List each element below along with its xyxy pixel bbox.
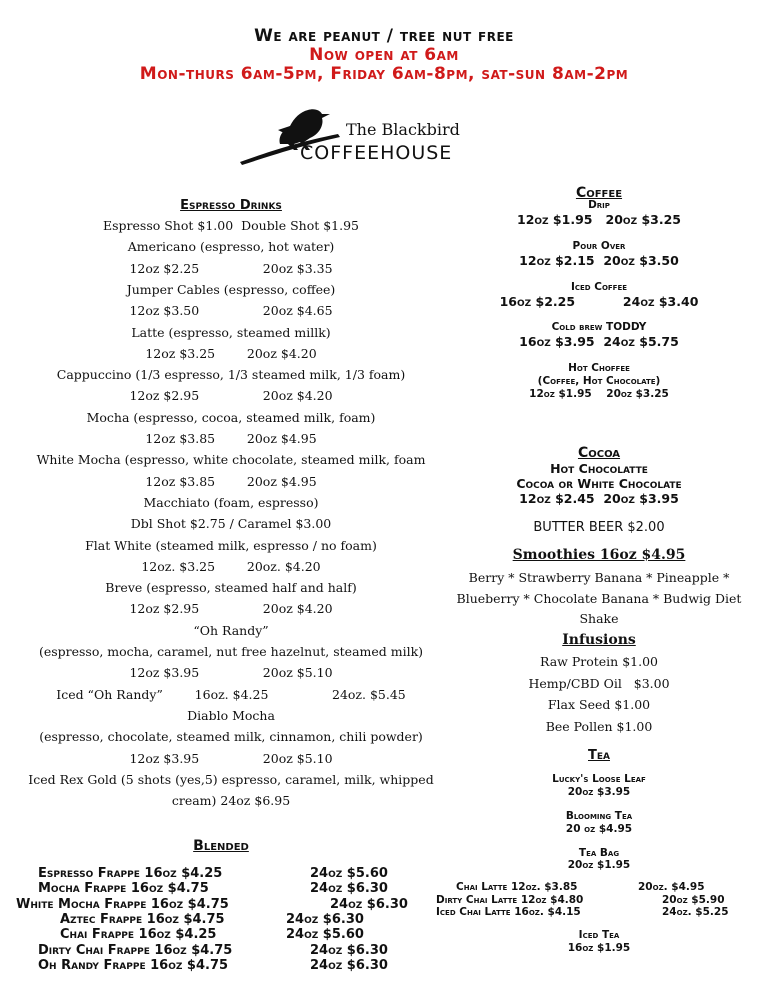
allergy-notice: We are peanut / tree nut free <box>254 26 514 46</box>
iced-tea-line: 16oz $1.95 <box>567 942 631 954</box>
blended-item-name: Chai Frappe 16oz $4.25 <box>60 927 217 943</box>
coffee-line: 12oz $1.95 20oz $3.25 <box>529 388 669 400</box>
espresso-line: 12oz $3.50 20oz $4.65 <box>129 303 333 319</box>
blended-title: Blended <box>193 838 249 854</box>
cocoa-line: Hot Chocolatte <box>550 461 648 476</box>
infusion-line: Hemp/CBD Oil $3.00 <box>528 675 670 691</box>
blended-item-price: 24oz $5.60 <box>286 927 364 943</box>
hours-notice: Mon-thurs 6am-5pm, Friday 6am-8pm, sat-sun 8am-2pm <box>139 64 629 84</box>
butter-beer: BUTTER BEER $2.00 <box>533 520 665 535</box>
blended-item-price: 24oz $6.30 <box>310 881 388 897</box>
blended-item-price: 24oz $6.30 <box>310 942 388 958</box>
tea-line: 20oz $1.95 <box>567 859 631 871</box>
cocoa-line: 12oz $2.45 20oz $3.95 <box>519 491 679 506</box>
tea-line: 20 oz $4.95 <box>565 823 633 835</box>
chai-item-price: 20oz. $4.95 <box>638 881 705 893</box>
smoothies-line: Berry * Strawberry Banana * Pineapple * <box>468 570 730 585</box>
smoothies-line: Shake <box>579 611 619 626</box>
espresso-line: Espresso Shot $1.00 Double Shot $1.95 <box>103 218 359 233</box>
coffee-line: Pour Over <box>572 240 626 252</box>
coffee-line: 12oz $1.95 20oz $3.25 <box>517 212 681 227</box>
espresso-line: cream) 24oz $6.95 <box>171 793 291 809</box>
espresso-line: Breve (espresso, steamed half and half) <box>105 580 357 596</box>
espresso-line: White Mocha (espresso, white chocolate, steamed milk, foam <box>36 452 426 468</box>
coffee-line: 12oz $2.15 20oz $3.50 <box>519 253 679 268</box>
espresso-line: Mocha (espresso, cocoa, steamed milk, foam) <box>86 409 376 425</box>
chai-item-name: Dirty Chai Latte 12oz $4.80 <box>436 893 584 906</box>
espresso-line: Dbl Shot $2.75 / Caramel $3.00 <box>130 516 332 532</box>
coffee-title: Coffee <box>575 185 623 201</box>
espresso-line: 12oz $3.85 20oz $4.95 <box>145 473 317 489</box>
coffee-line: Hot Choffee <box>568 362 630 374</box>
coffee-line: 16oz $2.25 24oz $3.40 <box>499 294 699 309</box>
opening-notice: Now open at 6am <box>309 45 459 65</box>
blended-item-price: 24oz $6.30 <box>310 957 388 973</box>
espresso-line: Macchiato (foam, espresso) <box>143 494 319 510</box>
espresso-line: Latte (espresso, steamed millk) <box>131 324 331 340</box>
espresso-line: 12oz $3.95 20oz $5.10 <box>129 665 333 681</box>
espresso-line: 12oz $2.95 20oz $4.20 <box>129 601 333 617</box>
blended-item-name: White Mocha Frappe 16oz $4.75 <box>16 896 229 912</box>
infusions-title: Infusions <box>562 632 636 648</box>
espresso-line: 12oz $3.95 20oz $5.10 <box>129 750 333 766</box>
chai-item-name: Iced Chai Latte 16oz. $4.15 <box>436 906 581 918</box>
espresso-line: 12oz $3.85 20oz $4.95 <box>145 431 317 446</box>
coffee-line: 16oz $3.95 24oz $5.75 <box>519 334 679 349</box>
coffee-line: Cold brew TODDY <box>551 321 647 333</box>
infusion-line: Bee Pollen $1.00 <box>545 718 653 734</box>
logo-line1: The Blackbird <box>346 120 460 139</box>
infusion-line: Flax Seed $1.00 <box>547 697 651 712</box>
infusion-line: Raw Protein $1.00 <box>540 654 658 669</box>
chai-item-name: Chai Latte 12oz. $3.85 <box>456 881 578 893</box>
blended-item-price: 24oz $6.30 <box>286 911 364 927</box>
blended-item-price: 24oz $6.30 <box>330 896 408 912</box>
espresso-line: Iced Rex Gold (5 shots (yes,5) espresso, caramel, milk, whipped <box>28 771 434 787</box>
espresso-line: Diablo Mocha <box>187 707 275 723</box>
espresso-line: Iced “Oh Randy” 16oz. $4.25 24oz. $5.45 <box>56 686 406 702</box>
tea-title: Tea <box>588 748 610 763</box>
espresso-line: 12oz $3.25 20oz $4.20 <box>145 345 317 361</box>
espresso-line: (espresso, mocha, caramel, nut free hazelnut, steamed milk) <box>38 644 424 659</box>
blended-item-name: Aztec Frappe 16oz $4.75 <box>60 911 225 927</box>
chai-item-price: 20oz $5.90 <box>662 893 725 906</box>
coffee-line: Drip <box>588 199 610 211</box>
espresso-line: Jumper Cables (espresso, coffee) <box>126 281 336 297</box>
logo-line2: COFFEEHOUSE <box>300 142 453 164</box>
cocoa-title: Cocoa <box>577 445 621 461</box>
tea-line: 20oz $3.95 <box>567 786 631 798</box>
espresso-title: Espresso Drinks <box>180 198 282 213</box>
coffee-line: (Coffee, Hot Chocolate) <box>537 375 661 387</box>
espresso-line: Americano (espresso, hot water) <box>127 239 335 255</box>
espresso-line: Flat White (steamed milk, espresso / no foam) <box>85 537 377 553</box>
chai-item-price: 24oz. $5.25 <box>662 906 729 918</box>
espresso-line: (espresso, chocolate, steamed milk, cinnamon, chili powder) <box>39 729 423 745</box>
coffee-line: Iced Coffee <box>570 281 628 293</box>
espresso-line: 12oz $2.95 20oz $4.20 <box>129 388 333 404</box>
blended-item-name: Dirty Chai Frappe 16oz $4.75 <box>38 942 233 958</box>
blended-item-price: 24oz $5.60 <box>310 866 388 881</box>
blended-item-name: Espresso Frappe 16oz $4.25 <box>38 866 223 881</box>
espresso-line: 12oz. $3.25 20oz. $4.20 <box>141 558 321 574</box>
smoothies-line: Blueberry * Chocolate Banana * Budwig Diet <box>456 590 742 606</box>
blended-item-name: Oh Randy Frappe 16oz $4.75 <box>38 957 229 973</box>
tea-line: Blooming Tea <box>565 810 633 822</box>
espresso-line: 12oz $2.25 20oz $3.35 <box>129 260 333 276</box>
espresso-line: Cappuccino (1/3 espresso, 1/3 steamed milk, 1/3 foam) <box>56 367 406 383</box>
blackbird-logo <box>238 104 538 166</box>
tea-line: Tea Bag <box>578 847 620 859</box>
smoothies-title: Smoothies 16oz $4.95 <box>512 547 686 563</box>
tea-line: Lucky's Loose Leaf <box>552 773 646 785</box>
blended-item-name: Mocha Frappe 16oz $4.75 <box>38 881 209 897</box>
iced-tea-line: Iced Tea <box>578 929 620 941</box>
cocoa-line: Cocoa or White Chocolate <box>516 476 682 491</box>
espresso-line: “Oh Randy” <box>193 622 269 638</box>
